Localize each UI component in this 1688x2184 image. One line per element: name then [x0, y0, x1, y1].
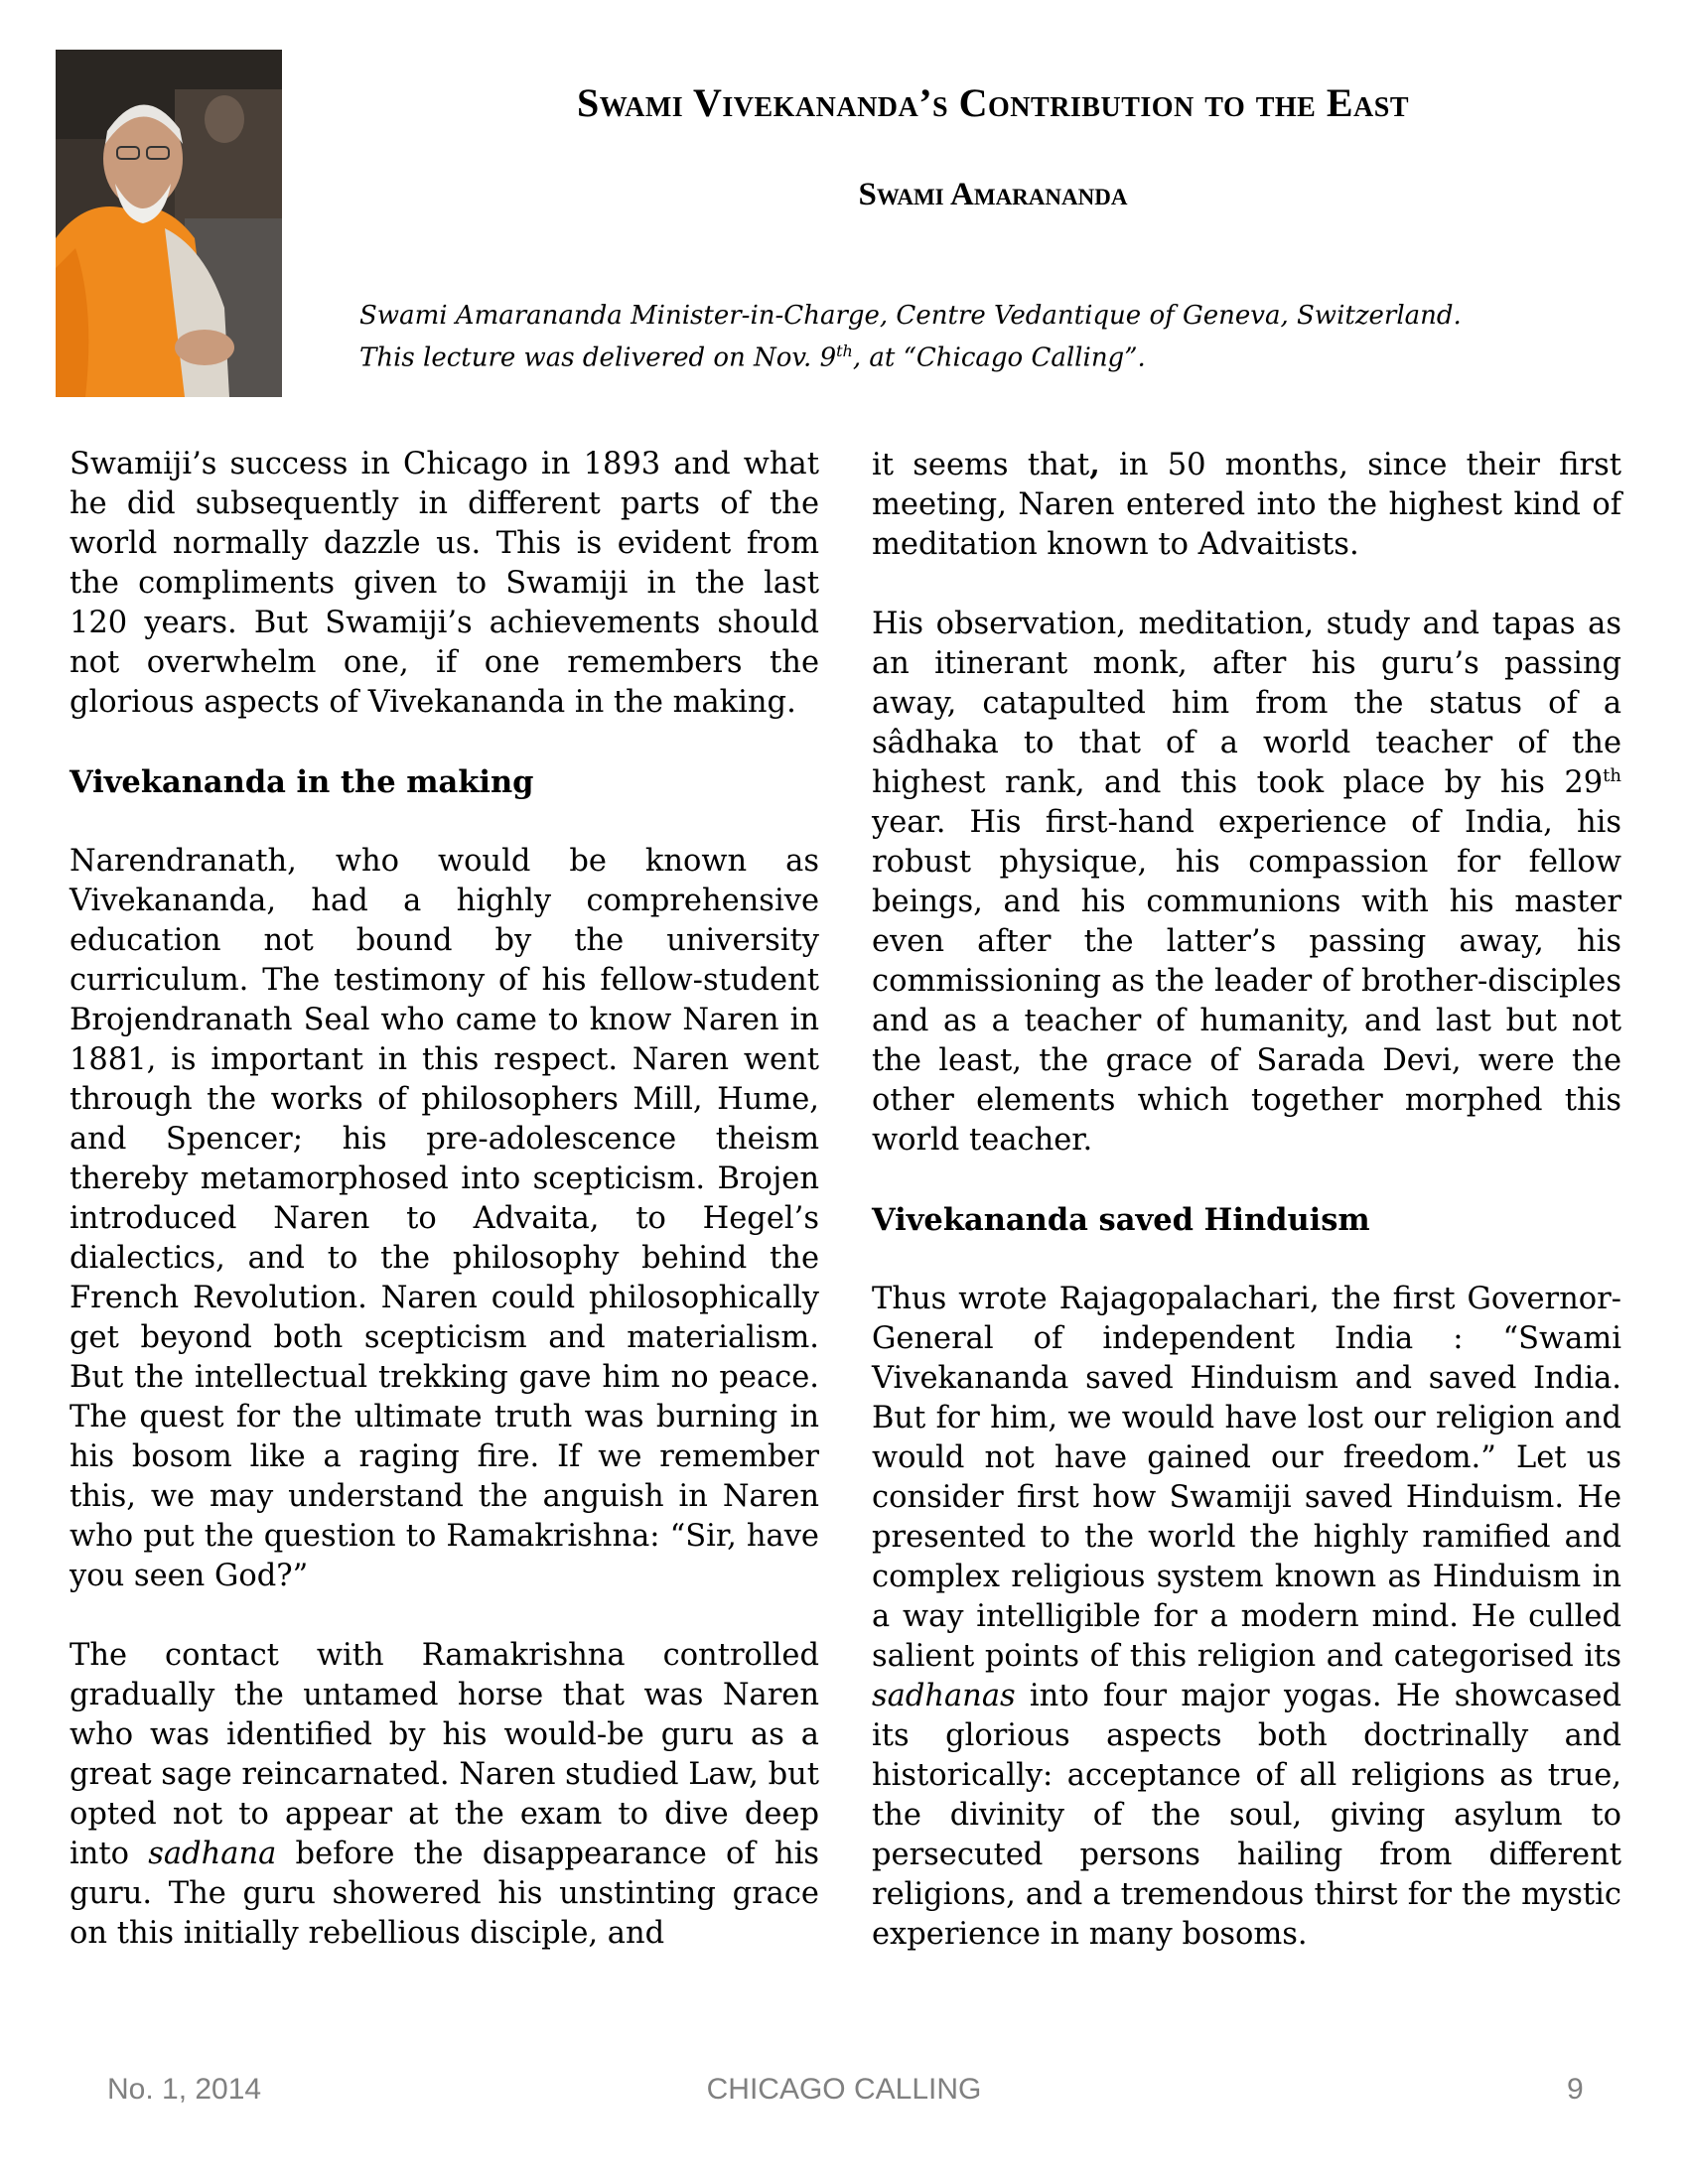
- body-paragraph: Swamiji’s success in Chicago in 1893 and what he did subsequently in different parts of the world normally dazzle us. This is evident from the compliments given to Swamiji in the last 120 years. But Swamiji’s achievements should not overwhelm one, if one remembers the glorious aspects of Vivekananda in the making.: [70, 447, 819, 720]
- footer-page-number: 9: [1567, 2073, 1584, 2106]
- paragraph-text: The contact with Ramakrishna controlled gradually the untamed horse that was Naren who was identified by his would-be guru as a great sage reincarnated. Naren studied Law, but opted not to appear at the exam to dive deep into: [70, 1638, 819, 1871]
- article-author: Swami Amarananda: [858, 177, 1128, 212]
- right-column: [872, 445, 1621, 1994]
- body-paragraph: [872, 1280, 1621, 1955]
- superscript: th: [1603, 764, 1621, 786]
- author-affiliation: [359, 298, 1650, 376]
- paragraph-text: before the disappearance of his guru. The guru showered his unstinting grace on this initially rebellious disciple, and: [70, 1837, 819, 1951]
- paragraph-text: in 50 months, since their first meeting, Naren entered into the highest kind of meditation known to Advaitists.: [872, 448, 1621, 562]
- lecture-note-text: This lecture was delivered on Nov. 9: [359, 342, 837, 373]
- lecture-note-sup: th: [836, 341, 853, 360]
- lecture-note: [359, 334, 1650, 376]
- section-heading: Vivekananda in the making: [70, 764, 534, 800]
- body-paragraph: [872, 445, 1621, 565]
- emphasis-text: sadhanas: [872, 1679, 1016, 1713]
- bold-punctuation: ,: [1089, 447, 1100, 482]
- paragraph-text: it seems that: [872, 448, 1090, 482]
- body-paragraph: [872, 605, 1621, 1160]
- section-heading: Vivekananda saved Hinduism: [872, 1202, 1370, 1238]
- body-paragraph: Narendranath, who would be known as Vivekananda, had a highly comprehensive education not bound by the university curriculum. The testimony of his fellow-student Brojendranath Seal who came to know Naren in 1881, is important in this respect. Naren went through the works of philosophers Mill, Hume, and Spencer; his pre-adolescence theism thereby metamorphosed into scepticism. Brojen introduced Naren to Advaita, to Hegel’s dialectics, and to the philosophy behind the French Revolution. Naren could philosophically get beyond both scepticism and materialism. But the intellectual trekking gave him no peace. The quest for the ultimate truth was burning in his bosom like a raging fire. If we remember this, we may understand the anguish in Naren who put the question to Ramakrishna: “Sir, have you seen God?”: [70, 844, 819, 1593]
- emphasis-text: sadhana: [148, 1837, 277, 1871]
- paragraph-text: into four major yogas. He showcased its glorious aspects both doctrinally and historically: acceptance of all religions as true, the divinity of the soul, giving asylum to persecuted persons hailing from different religions, and a tremendous thirst for the mystic experience in many bosoms.: [872, 1679, 1621, 1952]
- paragraph-text: His observation, meditation, study and tapas as an itinerant monk, after his guru’s passing away, catapulted him from the status of a sâdhaka to that of a world teacher of the highest rank, and this took place by his 29: [872, 607, 1621, 800]
- author-photo: [56, 50, 282, 397]
- paragraph-text: year. His first-hand experience of India, his robust physique, his compassion for fellow beings, and his communions with his master even after the latter’s passing away, his commissioning as the leader of brother-disciples and as a teacher of humanity, and last but not the least, the grace of Sarada Devi, were the other elements which together morphed this world teacher.: [872, 805, 1621, 1158]
- paragraph-text: Thus wrote Rajagopalachari, the first Governor-General of independent India : “Swami Vivekananda saved Hinduism and saved India. But for him, we would have lost our religion and would not have gained our freedom.” Let us consider first how Swamiji saved Hinduism. He presented to the world the highly ramified and complex religious system known as Hinduism in a way intelligible for a modern mind. He culled salient points of this religion and categorised its: [872, 1282, 1621, 1674]
- lecture-note-text-end: , at “Chicago Calling”.: [852, 342, 1146, 373]
- left-column: [70, 445, 819, 1993]
- footer-publication: CHICAGO CALLING: [706, 2073, 982, 2106]
- affiliation-line: Swami Amarananda Minister-in-Charge, Centre Vedantique of Geneva, Switzerland.: [359, 301, 1462, 331]
- body-paragraph: [70, 1636, 819, 1954]
- footer-issue: No. 1, 2014: [107, 2073, 262, 2106]
- article-title: Swami Vivekananda’s Contribution to the East: [576, 80, 1410, 125]
